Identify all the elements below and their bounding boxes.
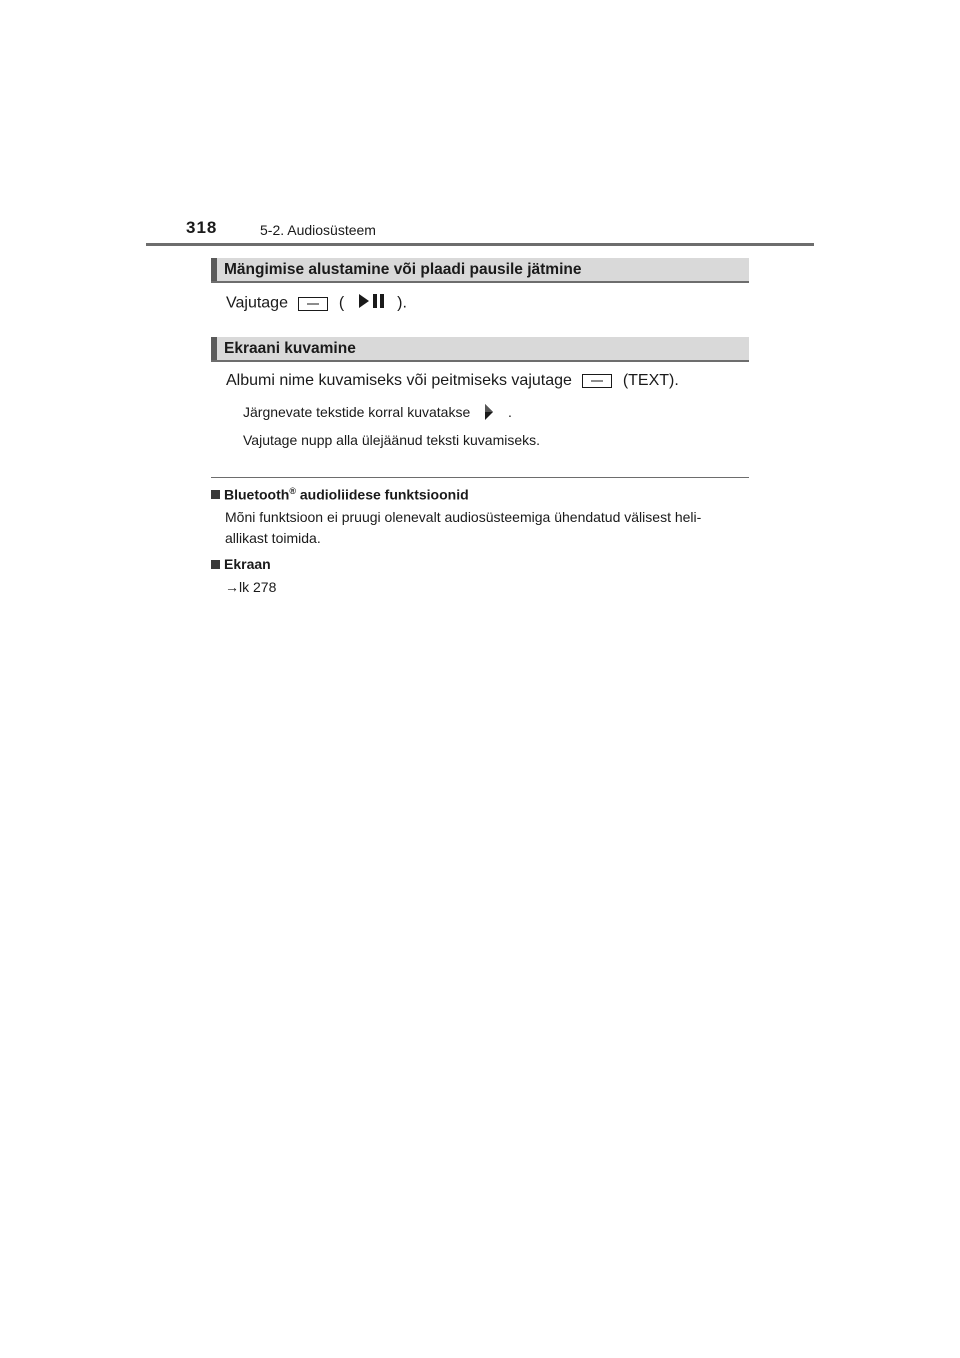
bluetooth-note-text-1: Mõni funktsioon ei pruugi olenevalt audiosüsteemiga ühendatud välisest heli- — [225, 509, 702, 525]
screen-note-word: Ekraan — [224, 556, 271, 572]
paren-open: ( — [338, 294, 345, 312]
header-rule — [146, 243, 814, 246]
heading-play-pause-text: Mängimise alustamine või plaadi pausile jätmine — [224, 261, 582, 278]
album-name-text: Albumi nime kuvamiseks või peitmiseks vajutage — [226, 372, 572, 389]
button-bar-icon — [582, 374, 612, 388]
paren-close: ). — [397, 294, 407, 312]
bluetooth-note-heading — [211, 486, 469, 503]
arrow-note-text: Järgnevate tekstide korral kuvatakse — [243, 404, 471, 421]
section-title: 5-2. Audiosüsteem — [260, 222, 376, 238]
press-knob-note: Vajutage nupp alla ülejäänud teksti kuvamiseks. — [243, 432, 541, 448]
heading-accent — [211, 258, 217, 281]
text-label: (TEXT). — [622, 372, 679, 389]
arrow-note — [243, 403, 512, 424]
square-bullet-icon — [211, 490, 220, 499]
screen-note-heading — [211, 556, 271, 572]
heading-screen-display-text: Ekraani kuvamine — [224, 340, 356, 357]
right-arrow-icon — [484, 403, 494, 424]
bluetooth-note-text-2: allikast toimida. — [225, 530, 321, 546]
album-name-instruction — [226, 372, 679, 390]
play-instruction-text: Vajutage — [226, 294, 288, 312]
screen-page-reference[interactable]: →lk 278 — [225, 579, 277, 595]
arrow-note-period: . — [508, 404, 512, 421]
play-pause-icon — [359, 293, 385, 314]
registered-mark: ® — [289, 486, 296, 496]
square-bullet-icon — [211, 560, 220, 569]
bluetooth-word: Bluetooth — [224, 486, 290, 503]
divider — [211, 477, 749, 478]
button-bar-icon — [298, 297, 328, 311]
bluetooth-heading-rest: audioliidese funktsioonid — [295, 486, 469, 503]
heading-play-pause — [211, 258, 749, 283]
heading-accent — [211, 337, 217, 360]
page-number: 318 — [186, 218, 218, 237]
heading-screen-display — [211, 337, 749, 362]
play-instruction — [226, 293, 407, 314]
